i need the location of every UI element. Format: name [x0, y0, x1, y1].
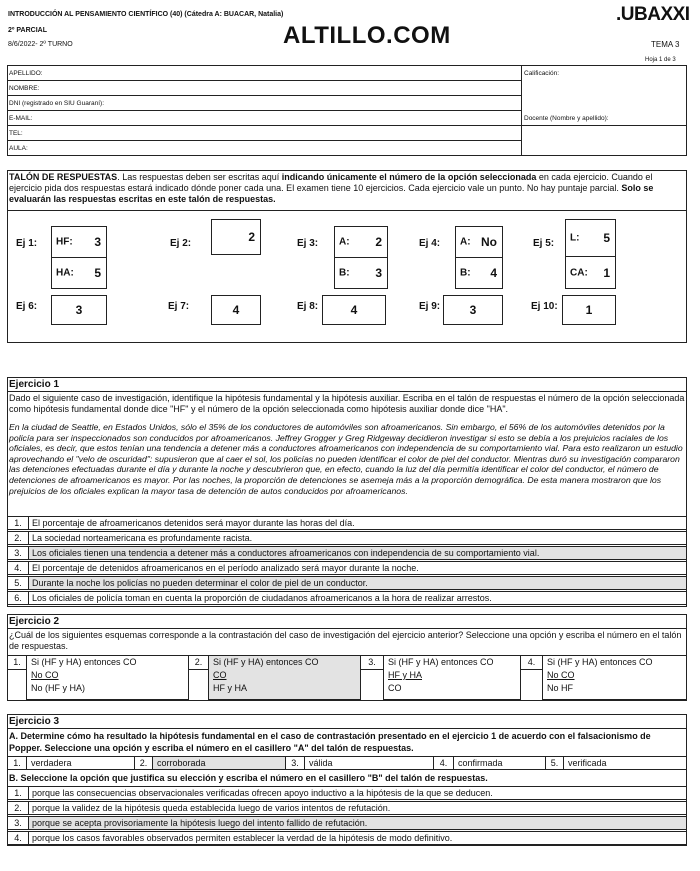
ej1-option-5[interactable] [7, 576, 687, 590]
ejercicio3-part-b: B. Seleccione la opción que justifica su elección y escriba el número en el casillero "B" del talón de respuestas. [9, 773, 488, 783]
scheme-line: CO [213, 670, 227, 680]
option-text: Los oficiales tienen una tendencia a detener más a conductores afroamericanos con independencia de su comportamiento vial. [32, 548, 540, 558]
section-divider [7, 728, 687, 729]
option-text: porque las consecuencias observacionales verificadas ofrecen apoyo inductivo a la hipótesis de la que se deducen. [32, 788, 493, 798]
instr-text: en cada ejercicio. Cuando el ejercicio pida dos respuestas estará indicado dónde poner cada una. El examen tiene 10 ejercicios. Cada ejercicio vale un punto. No hay puntaje parcial. [9, 172, 653, 193]
option-number: 4. [8, 562, 29, 574]
ej7-label: Ej 7: [168, 301, 190, 312]
option-text: Durante la noche los policías no pueden determinar el color de piel de un conductor. [32, 578, 368, 588]
apellido-field[interactable]: APELLIDO: [9, 70, 43, 77]
ej2-label: Ej 2: [170, 238, 192, 249]
ej1-label: Ej 1: [16, 238, 38, 249]
ca-key: CA: [570, 267, 588, 278]
ca-value: 1 [603, 265, 610, 280]
l-value: 5 [603, 231, 610, 245]
exam-name: 2º PARCIAL [8, 27, 47, 34]
a-key: A: [460, 236, 471, 248]
a-value: 2 [375, 235, 382, 249]
scheme-line: Si (HF y HA) entonces CO [31, 657, 137, 667]
aula-field[interactable]: AULA: [9, 145, 28, 152]
ej4-b-box[interactable] [455, 257, 503, 289]
ejercicio3-part-a: A. Determine cómo ha resultado la hipótesis fundamental en el caso de contrastación presentado en el ejercicio 1 de acuerdo con el falsacionismo de Popper. Seleccione una opción y escriba el número en el casillero "A" del talón de respuestas. [9, 731, 651, 753]
form-line [7, 110, 521, 111]
b-key: B: [339, 267, 350, 279]
tema-label: TEMA 3 [651, 40, 680, 49]
option-text: porque se acepta provisoriamente la hipótesis luego del intento fallido de refutación. [32, 818, 368, 828]
option-number: 5. [8, 577, 29, 589]
ej3a-option-4[interactable]: confirmada [453, 756, 546, 770]
l-key: L: [570, 232, 580, 244]
ej7-value: 4 [232, 303, 240, 317]
option-text: El porcentaje de afroamericanos detenidos será mayor durante las horas del día. [32, 518, 355, 528]
ejercicio1-instructions: Dado el siguiente caso de investigación, identifique la hipótesis fundamental y la hipótesis auxiliar. Escriba en el talón de respuestas el número de la opción seleccionada como hipótesis fundamental donde dice "HF" y el número de la opción seleccionada como hipótesis auxiliar donde dice "HA". [9, 393, 685, 414]
option-text: El porcentaje de detenidos afroamericanos en el período analizado será mayor durante la noche. [32, 563, 419, 573]
ej3a-option-5[interactable]: verificada [563, 756, 687, 770]
option-number: 2. [8, 802, 29, 814]
ej1-option-4[interactable] [7, 561, 687, 575]
ejercicio1-title: Ejercicio 1 [9, 379, 60, 390]
ej2-option-3[interactable] [383, 655, 521, 700]
ej10-box[interactable] [562, 295, 616, 325]
ej2-option-2[interactable] [208, 655, 361, 700]
ej2-value: 2 [248, 230, 255, 244]
watermark-text: ALTILLO.COM [283, 22, 451, 49]
ej2-opt2-number: 2. [188, 655, 209, 670]
ej6-label: Ej 6: [16, 301, 38, 312]
ej8-box[interactable] [322, 295, 386, 325]
page-counter: Hoja 1 de 3 [645, 57, 676, 63]
ej8-value: 4 [350, 303, 358, 317]
ej7-box[interactable] [211, 295, 261, 325]
form-line [7, 125, 687, 126]
ej3-b-box[interactable] [334, 257, 388, 289]
scheme-line: HF y HA [388, 670, 423, 680]
option-text: La sociedad norteamericana es profundamente racista. [32, 533, 253, 543]
option-number: 1. [8, 517, 29, 529]
scheme-line: No (HF y HA) [31, 683, 85, 693]
ejercicio2-title: Ejercicio 2 [9, 616, 60, 627]
scheme-line: CO [388, 683, 402, 693]
dni-field[interactable]: DNI (registrado en SIU Guaraní): [9, 100, 105, 107]
ej3b-option-1[interactable] [7, 786, 687, 800]
form-line [7, 140, 521, 141]
scheme-line: Si (HF y HA) entonces CO [388, 657, 494, 667]
b-value: 4 [490, 266, 497, 280]
ej4-label: Ej 4: [419, 238, 441, 249]
option-number: 4. [8, 832, 29, 844]
ej3a-opt5-number: 5. [545, 756, 564, 770]
ej9-value: 3 [469, 303, 477, 317]
scheme-line: HF y HA [213, 683, 248, 693]
ha-value: 5 [94, 266, 101, 280]
instr-text: . Las respuestas deben ser escritas aquí [117, 172, 282, 182]
ej3b-option-3[interactable] [7, 816, 687, 830]
ej3a-opt4-number: 4. [433, 756, 454, 770]
form-line [7, 95, 521, 96]
option-number: 3. [8, 817, 29, 829]
ej2-option-4[interactable] [542, 655, 687, 700]
ej2-opt4-number: 4. [520, 655, 543, 670]
form-line [7, 80, 521, 81]
instr-bold: indicando únicamente el número de la opción seleccionada [281, 172, 537, 182]
hf-key: HF: [56, 236, 73, 248]
ej3a-option-1[interactable]: verdadera [26, 756, 135, 770]
a-value: No [481, 235, 497, 249]
ej9-box[interactable] [443, 295, 503, 325]
email-field[interactable]: E-MAIL: [9, 115, 33, 122]
answer-sheet-instructions [9, 172, 684, 205]
ejercicio1-case: En la ciudad de Seattle, en Estados Unidos, sólo el 35% de los conductores de automóviles son afroamericanos. Sin embargo, el 56% de los automóviles detenidos por la policía para ser inspeccionados son conducidos por afroamericanos. Jeffrey Grogger y Greg Ridgeway decidieron investigar si esto se debía a los prejuicios raciales de los oficiales, es decir, que estos tenían una tendencia a detener más a conductores afroamericanos con independencia de su comportamiento vial. Para esto realizaron un estudio aprovechando el "velo de oscuridad": supusieron que al caer el sol, los policías no pueden identificar el color de piel del conductor. Mientras duró su investigación compararon las detenciones efectuadas durante el día y durante la noche y descubrieron que, en efecto, cuando la luz del día permitía identificar el color del conductor, el número de detenciones de afroamericanos es mayor. Por las noches, la proporción de detenciones se asemeja más a la proporción demográfica. De esta manera mostraron que los prejuicios de los oficiales explican la mayor tasa de detención de autos conducidos por afroamericanos. [9, 422, 683, 496]
hf-value: 3 [94, 235, 101, 249]
ej9-label: Ej 9: [419, 301, 441, 312]
section-divider [7, 628, 687, 629]
option-number: 1. [8, 787, 29, 799]
option-number: 3. [8, 547, 29, 559]
ej3-a-box[interactable] [334, 226, 388, 258]
b-key: B: [460, 267, 471, 279]
ej10-label: Ej 10: [531, 301, 558, 312]
ej4-a-box[interactable] [455, 226, 503, 258]
nombre-field[interactable]: NOMBRE: [9, 85, 40, 92]
ej10-value: 1 [585, 303, 593, 317]
form-divider [521, 65, 522, 156]
ej3-label: Ej 3: [297, 238, 319, 249]
course-title: INTRODUCCIÓN AL PENSAMIENTO CIENTÍFICO (40) (Cátedra A: BUACAR, Natalia) [8, 11, 284, 18]
ej1-option-1[interactable] [7, 516, 687, 530]
docente-field[interactable]: Docente (Nombre y apellido): [524, 115, 609, 122]
ej3a-opt2-number: 2. [134, 756, 153, 770]
exam-date: 8/6/2022- 2º TURNO [8, 41, 73, 48]
ej3b-option-4[interactable] [7, 831, 687, 845]
ej1-option-6[interactable] [7, 591, 687, 605]
ej3a-opt3-number: 3. [285, 756, 305, 770]
ej1-option-2[interactable] [7, 531, 687, 545]
ej3a-opt1-number: 1. [7, 756, 27, 770]
option-number: 2. [8, 532, 29, 544]
ej2-opt3-number: 3. [360, 655, 384, 670]
ejercicio3-title: Ejercicio 3 [9, 716, 60, 727]
option-number: 6. [8, 592, 29, 604]
instr-bold: Solo se evaluarán las respuestas escritas en este talón de respuestas. [9, 183, 654, 204]
ej1-hf-box[interactable] [51, 226, 107, 258]
answer-sheet-divider [7, 210, 687, 211]
ej3b-option-2[interactable] [7, 801, 687, 815]
scheme-line: No HF [547, 683, 574, 693]
ej8-label: Ej 8: [297, 301, 319, 312]
answer-sheet-title: TALÓN DE RESPUESTAS [9, 172, 118, 182]
ej6-box[interactable] [51, 295, 107, 325]
scheme-line: No CO [547, 670, 575, 680]
ej5-l-box[interactable] [565, 219, 616, 257]
scheme-line: Si (HF y HA) entonces CO [213, 657, 319, 667]
ej2-option-1[interactable] [26, 655, 189, 700]
ej6-value: 3 [75, 303, 83, 317]
section-divider [7, 391, 687, 392]
scheme-line: No CO [31, 670, 59, 680]
ej5-label: Ej 5: [533, 238, 555, 249]
b-value: 3 [375, 266, 382, 280]
ej2-opt1-number: 1. [7, 655, 27, 670]
ha-key: HA: [56, 267, 74, 279]
ej3a-option-2[interactable]: corroborada [152, 756, 286, 770]
ej5-ca-box[interactable] [565, 256, 616, 289]
uba-logo: .UBAXXI [616, 4, 690, 25]
option-text: porque la validez de la hipótesis queda establecida luego de varios intentos de refutación. [32, 803, 391, 813]
calificacion-field[interactable]: Calificación: [524, 70, 560, 77]
scheme-line: Si (HF y HA) entonces CO [547, 657, 653, 667]
ej1-ha-box[interactable] [51, 257, 107, 289]
ej2-box[interactable] [211, 219, 261, 255]
ejercicio2-instructions: ¿Cuál de los siguientes esquemas corresponde a la contrastación del caso de investigación del ejercicio anterior? Seleccione una opción y escriba el número en el talón de respuestas. [9, 630, 682, 651]
option-text: Los oficiales de policía toman en cuenta la proporción de ciudadanos afroamericanos a la hora de realizar arrestos. [32, 593, 492, 603]
ej1-option-3[interactable] [7, 546, 687, 560]
option-text: porque los casos favorables observados permiten establecer la verdad de la hipótesis de modo definitivo. [32, 833, 453, 843]
a-key: A: [339, 236, 350, 248]
tel-field[interactable]: TEL: [9, 130, 23, 137]
ej3a-option-3[interactable]: válida [304, 756, 434, 770]
